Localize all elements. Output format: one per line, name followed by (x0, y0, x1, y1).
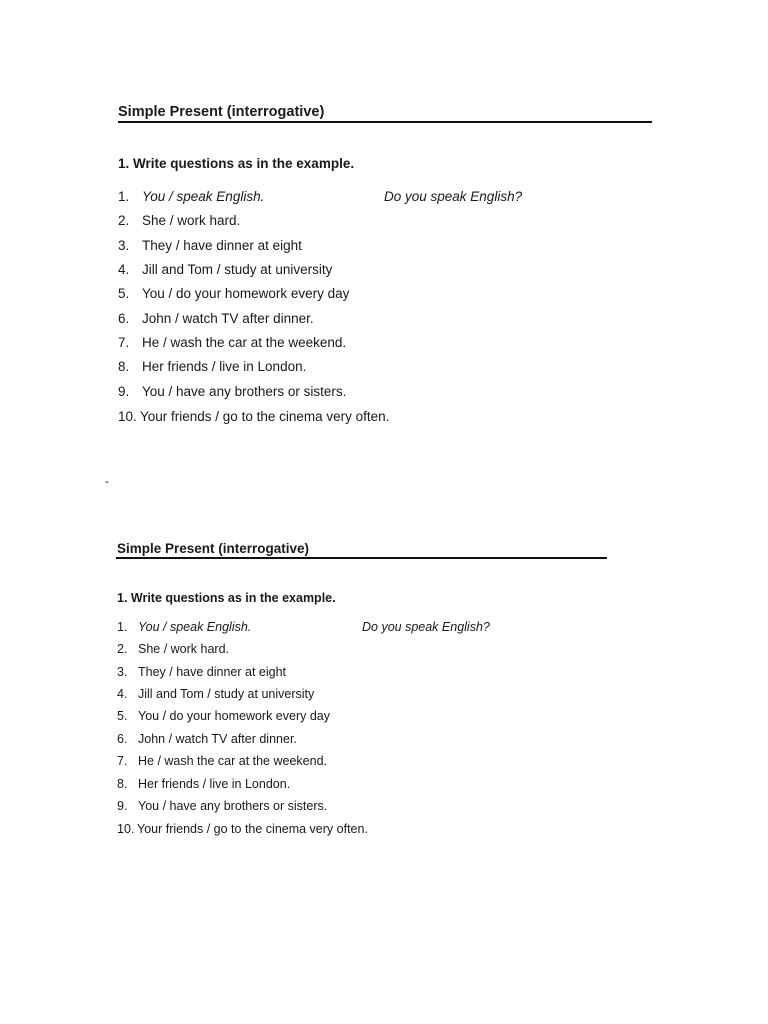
item-prompt: You / have any brothers or sisters. (142, 384, 347, 399)
exercise-item-9 (118, 384, 638, 402)
item-number: 5. (117, 709, 128, 723)
exercise-item-5 (117, 709, 597, 726)
exercise-item-7 (117, 754, 597, 771)
item-number: 4. (118, 262, 130, 277)
example-answer: Do you speak English? (384, 189, 523, 204)
item-number: 9. (117, 799, 128, 813)
title-underline (116, 557, 607, 559)
item-prompt: John / watch TV after dinner. (142, 311, 314, 326)
item-number: 1. (117, 620, 128, 634)
item-prompt: You / do your homework every day (138, 709, 331, 723)
exercise-item-1 (117, 620, 597, 637)
item-number: 2. (118, 213, 130, 228)
item-number: 1. (118, 189, 130, 204)
stray-mark: - (105, 474, 109, 488)
exercise-item-3 (118, 238, 638, 256)
exercise-item-1 (118, 189, 638, 207)
exercise-instruction: 1. Write questions as in the example. (118, 156, 355, 171)
item-prompt: She / work hard. (142, 213, 241, 228)
exercise-item-6 (118, 311, 638, 329)
exercise-instruction: 1. Write questions as in the example. (117, 591, 336, 605)
exercise-item-3 (117, 665, 597, 682)
exercise-item-7 (118, 335, 638, 353)
item-number: 3. (117, 665, 128, 679)
item-prompt: Jill and Tom / study at university (138, 687, 315, 701)
item-prompt: Her friends / live in London. (138, 777, 291, 791)
item-number: 5. (118, 286, 130, 301)
item-prompt: Jill and Tom / study at university (142, 262, 333, 277)
item-number: 10. (117, 822, 135, 836)
worksheet-title: Simple Present (interrogative) (118, 104, 325, 120)
item-prompt: They / have dinner at eight (142, 238, 302, 253)
exercise-item-5 (118, 286, 638, 304)
exercise-item-8 (117, 777, 597, 794)
exercise-item-8 (118, 359, 638, 377)
exercise-item-2 (117, 642, 597, 659)
exercise-item-10 (118, 409, 638, 427)
example-answer: Do you speak English? (362, 620, 490, 634)
item-prompt: You / do your homework every day (142, 286, 350, 301)
item-prompt: Her friends / live in London. (142, 359, 307, 374)
exercise-item-9 (117, 799, 597, 816)
item-number: 3. (118, 238, 130, 253)
item-prompt: You / speak English. (138, 620, 252, 634)
exercise-item-10 (117, 822, 597, 839)
item-number: 2. (117, 642, 128, 656)
exercise-item-2 (118, 213, 638, 231)
item-prompt: Your friends / go to the cinema very often. (137, 822, 368, 836)
item-number: 8. (118, 359, 130, 374)
item-prompt: He / wash the car at the weekend. (138, 754, 327, 768)
exercise-item-4 (118, 262, 638, 280)
title-underline (118, 121, 652, 123)
item-prompt: Your friends / go to the cinema very often. (140, 409, 390, 424)
item-number: 8. (117, 777, 128, 791)
item-prompt: You / have any brothers or sisters. (138, 799, 328, 813)
item-number: 7. (118, 335, 130, 350)
item-number: 6. (117, 732, 128, 746)
item-number: 7. (117, 754, 128, 768)
item-prompt: John / watch TV after dinner. (138, 732, 297, 746)
worksheet-title: Simple Present (interrogative) (117, 541, 310, 556)
item-prompt: You / speak English. (142, 189, 265, 204)
item-number: 6. (118, 311, 130, 326)
exercise-item-6 (117, 732, 597, 749)
item-number: 10. (118, 409, 137, 424)
item-prompt: They / have dinner at eight (138, 665, 287, 679)
item-prompt: She / work hard. (138, 642, 230, 656)
exercise-item-4 (117, 687, 597, 704)
item-number: 4. (117, 687, 128, 701)
item-number: 9. (118, 384, 130, 399)
item-prompt: He / wash the car at the weekend. (142, 335, 347, 350)
